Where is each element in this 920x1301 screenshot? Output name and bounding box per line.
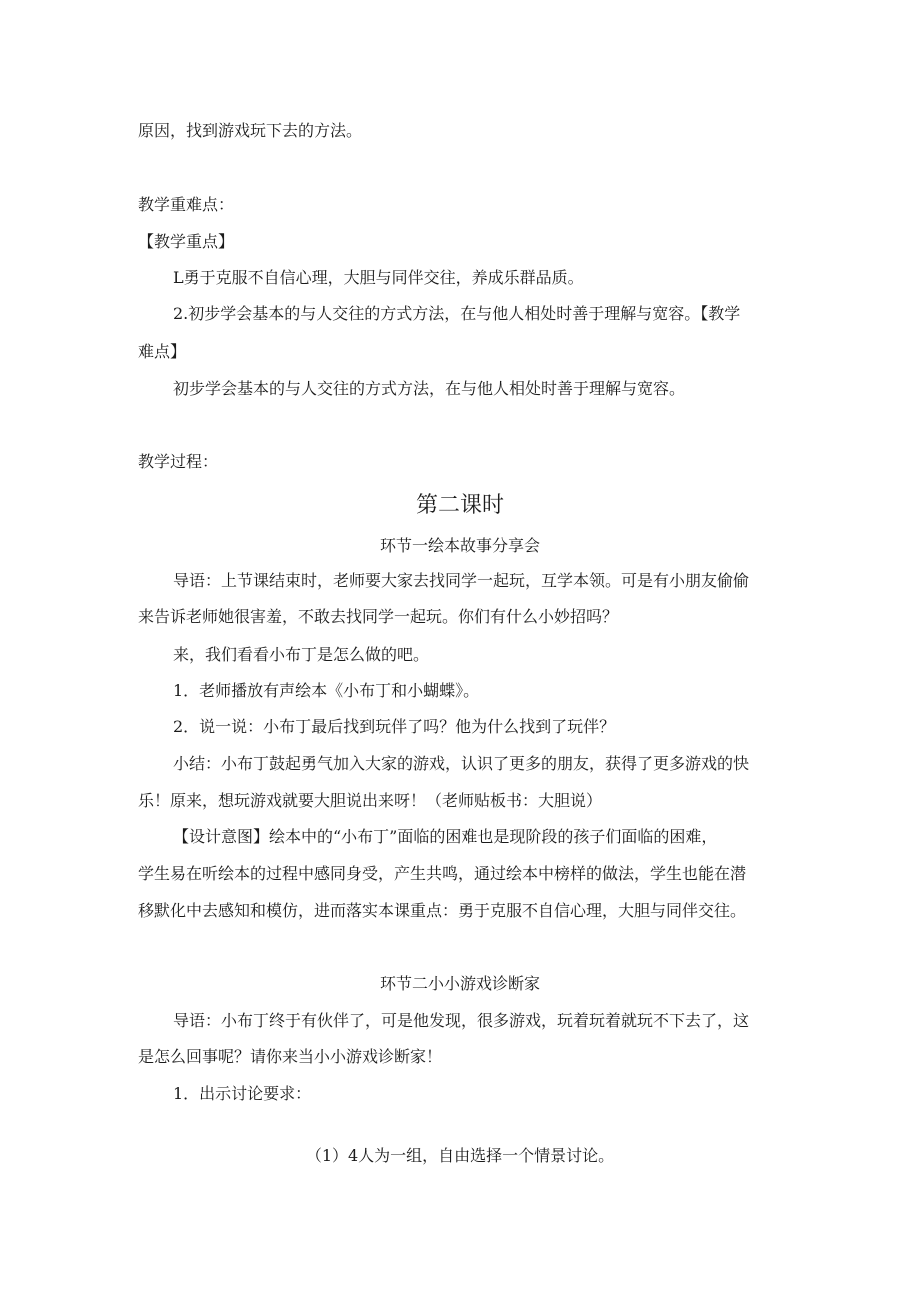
paragraph-line: 来，我们看看小布丁是怎么做的吧。: [173, 645, 430, 664]
list-item: 2.初步学会基本的与人交往的方式方法，在与他人相处时善于理解与宽容。【教学: [173, 304, 741, 323]
paragraph-line: 难点】: [138, 342, 187, 361]
list-item: 1．出示讨论要求：: [173, 1084, 312, 1103]
paragraph-line: 原因，找到游戏玩下去的方法。: [138, 121, 363, 140]
paragraph-line: 移默化中去感知和模仿，进而落实本课重点：勇于克服不自信心理，大胆与同伴交往。: [138, 901, 747, 920]
subsection-heading: 【教学重点】: [138, 232, 235, 251]
paragraph-line: 乐！原来，想玩游戏就要大胆说出来呀！（老师贴板书：大胆说）: [138, 791, 603, 810]
section-heading: 教学过程：: [138, 452, 219, 471]
paragraph-line: 小结：小布丁鼓起勇气加入大家的游戏，认识了更多的朋友，获得了更多游戏的快: [173, 754, 750, 773]
paragraph-line: 导语：上节课结束时，老师要大家去找同学一起玩，互学本领。可是有小朋友偷偷: [173, 571, 750, 590]
paragraph-line: 来告诉老师她很害羞，不敢去找同学一起玩。你们有什么小妙招吗？: [138, 607, 619, 626]
page-title: 第二课时: [415, 493, 504, 518]
subsection-heading: 环节二小小游戏诊断家: [379, 974, 540, 993]
paragraph-line: 【设计意图】绘本中的“小布丁”面临的困难也是现阶段的孩子们面临的困难，: [173, 827, 718, 846]
list-item: L勇于克服不自信心理，大胆与同伴交往，养成乐群品质。: [173, 268, 584, 287]
paragraph-line: 初步学会基本的与人交往的方式方法，在与他人相处时善于理解与宽容。: [173, 379, 686, 398]
paragraph-line: 导语：小布丁终于有伙伴了，可是他发现，很多游戏，玩着玩着就玩不下去了，这: [173, 1011, 750, 1030]
section-heading: 教学重难点：: [138, 195, 235, 214]
list-item: 1．老师播放有声绘本《小布丁和小蝴蝶》。: [173, 681, 480, 700]
list-item: 2．说一说：小布丁最后找到玩伴了吗？他为什么找到了玩伴？: [173, 717, 616, 736]
paragraph-line: 学生易在听绘本的过程中感同身受，产生共鸣，通过绘本中榜样的做法，学生也能在潜: [138, 864, 747, 883]
subsection-heading: 环节一绘本故事分享会: [379, 536, 540, 555]
paragraph-line: 是怎么回事呢？请你来当小小游戏诊断家！: [138, 1047, 443, 1066]
list-item: （1）4人为一组，自由选择一个情景讨论。: [305, 1146, 615, 1165]
